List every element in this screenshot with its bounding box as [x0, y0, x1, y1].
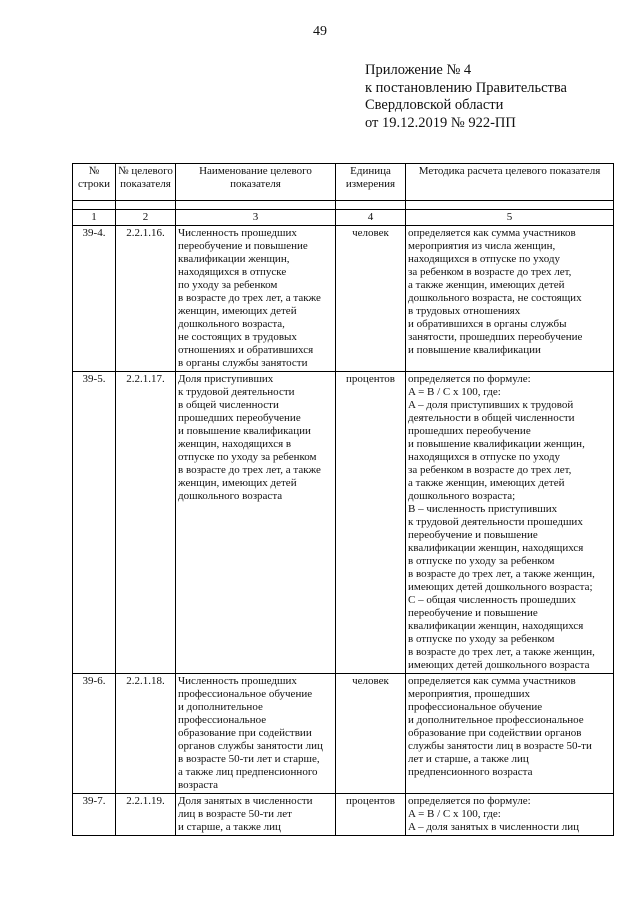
indicators-table [72, 163, 614, 836]
method-line: занятости, прошедших переобучение [408, 331, 583, 343]
indicator-name-line: Доля занятых в численности [178, 795, 313, 807]
indicator-name-line: а также лиц предпенсионного [178, 766, 318, 778]
column-number: 4 [336, 210, 406, 226]
method-line: A = B / C x 100, где: [408, 808, 501, 820]
method-line: за ребенком в возрасте до трех лет, [408, 266, 572, 278]
method-line: C – общая численность прошедших [408, 594, 576, 606]
indicator-name-line: отношениях и обратившихся [178, 344, 314, 356]
indicator-code-cell: 2.2.1.16. [116, 226, 176, 372]
method-line: в отпуске по уходу за ребенком [408, 555, 555, 567]
indicator-name-line: женщин, находящихся в [178, 438, 292, 450]
method-line: A = B / C x 100, где: [408, 386, 501, 398]
method-line: и повышение квалификации [408, 344, 541, 356]
gap-cell [73, 201, 116, 210]
method-line: а также женщин, имеющих детей [408, 477, 565, 489]
method-line: в возрасте до трех лет, а также женщин, [408, 568, 595, 580]
appendix-line: от 19.12.2019 № 922-ПП [365, 114, 516, 131]
method-line: и обратившихся в органы службы [408, 318, 567, 330]
column-header [176, 164, 336, 201]
indicator-name-cell [176, 372, 336, 674]
indicators-table-body [73, 164, 614, 836]
method-cell [406, 372, 614, 674]
indicator-name-line: Доля приступивших [178, 373, 274, 385]
column-header-line: показателя [120, 178, 171, 190]
unit-cell: процентов [336, 794, 406, 836]
method-line: службы занятости лиц в возрасте 50-ти [408, 740, 592, 752]
indicator-name-line: квалификации женщин, [178, 253, 290, 265]
indicator-name-line: Численность прошедших [178, 675, 297, 687]
method-line: деятельности в общей численности [408, 412, 575, 424]
method-line: квалификации женщин, находящихся [408, 542, 584, 554]
indicator-name-line: по уходу за ребенком [178, 279, 278, 291]
method-line: определяется по формуле: [408, 373, 531, 385]
column-header [336, 164, 406, 201]
indicator-name-line: в органы службы занятости [178, 357, 308, 369]
method-line: переобучение и повышение [408, 607, 538, 619]
indicator-name-line: дошкольного возраста [178, 490, 283, 502]
row-number-cell: 39-5. [73, 372, 116, 674]
appendix-header [365, 62, 567, 132]
column-header-line: Методика расчета целевого показателя [418, 165, 601, 177]
column-header [116, 164, 176, 201]
method-cell [406, 674, 614, 794]
method-line: за ребенком в возрасте до трех лет, [408, 464, 572, 476]
appendix-line: Приложение № 4 [365, 62, 472, 78]
indicator-name-line: женщин, имеющих детей [178, 477, 297, 489]
column-header [73, 164, 116, 201]
indicator-name-cell [176, 226, 336, 372]
indicator-name-line: профессиональное [178, 714, 267, 726]
column-number: 1 [73, 210, 116, 226]
gap-cell [336, 201, 406, 210]
method-line: находящихся в отпуске по уходу [408, 253, 560, 265]
unit-cell: человек [336, 674, 406, 794]
page-number: 49 [313, 24, 327, 39]
method-line: A – доля занятых в численности лиц [408, 821, 579, 833]
indicator-name-line: к трудовой деятельности [178, 386, 295, 398]
column-number-row [73, 210, 614, 226]
row-number-cell: 39-7. [73, 794, 116, 836]
gap-cell [176, 201, 336, 210]
method-line: и дополнительное профессиональное [408, 714, 584, 726]
indicator-name-line: и старше, а также лиц [178, 821, 281, 833]
method-line: B – численность приступивших [408, 503, 558, 515]
method-line: A – доля приступивших к трудовой [408, 399, 574, 411]
row-number-cell: 39-4. [73, 226, 116, 372]
indicator-name-line: и дополнительное [178, 701, 263, 713]
appendix-line: к постановлению Правительства [365, 79, 567, 96]
column-number: 5 [406, 210, 614, 226]
gap-cell [406, 201, 614, 210]
table-row [73, 226, 614, 372]
method-line: определяется как сумма участников [408, 227, 576, 239]
indicator-name-line: в возрасте 50-ти лет и старше, [178, 753, 320, 765]
row-number-cell: 39-6. [73, 674, 116, 794]
indicator-name-cell [176, 794, 336, 836]
indicator-name-cell [176, 674, 336, 794]
indicator-name-line: отпуске по уходу за ребенком [178, 451, 317, 463]
table-gap-row [73, 201, 614, 210]
method-line: а также женщин, имеющих детей [408, 279, 565, 291]
indicator-name-line: профессиональное обучение [178, 688, 313, 700]
indicator-name-line: находящихся в отпуске [178, 266, 287, 278]
column-header-line: Единица [350, 165, 391, 177]
method-line: дошкольного возраста; [408, 490, 516, 502]
method-cell [406, 794, 614, 836]
indicator-name-line: образование при содействии [178, 727, 312, 739]
table-row [73, 794, 614, 836]
column-header-line: строки [77, 178, 111, 190]
method-line: имеющих детей дошкольного возраста [408, 659, 590, 671]
method-line: мероприятия из числа женщин, [408, 240, 556, 252]
indicator-name-line: Численность прошедших [178, 227, 297, 239]
column-header [406, 164, 614, 201]
method-line: к трудовой деятельности прошедших [408, 516, 583, 528]
method-line: и повышение квалификации женщин, [408, 438, 585, 450]
table-row [73, 674, 614, 794]
method-line: мероприятия, прошедших [408, 688, 530, 700]
indicator-code-cell: 2.2.1.17. [116, 372, 176, 674]
method-line: определяется как сумма участников [408, 675, 576, 687]
method-line: образование при содействии органов [408, 727, 582, 739]
method-line: прошедших переобучение [408, 425, 531, 437]
indicator-name-line: и повышение квалификации [178, 425, 311, 437]
indicator-name-line: в общей численности [178, 399, 279, 411]
column-number: 2 [116, 210, 176, 226]
column-header-line: № [88, 165, 100, 177]
unit-cell: процентов [336, 372, 406, 674]
indicator-name-line: переобучение и повышение [178, 240, 308, 252]
method-line: находящихся в отпуске по уходу [408, 451, 560, 463]
indicator-name-line: возраста [178, 779, 219, 791]
column-header-line: показателя [230, 178, 281, 190]
method-line: дошкольного возраста, не состоящих [408, 292, 582, 304]
table-header-row [73, 164, 614, 201]
method-line: предпенсионного возраста [408, 766, 533, 778]
method-line: в возрасте до трех лет, а также женщин, [408, 646, 595, 658]
indicator-name-line: в возрасте до трех лет, а также [178, 464, 321, 476]
method-line: определяется по формуле: [408, 795, 531, 807]
method-line: лет и старше, а также лиц [408, 753, 529, 765]
appendix-line: Свердловской области [365, 97, 504, 113]
column-header-line: № целевого [118, 165, 173, 177]
indicator-name-line: не состоящих в трудовых [178, 331, 297, 343]
gap-cell [116, 201, 176, 210]
unit-cell: человек [336, 226, 406, 372]
method-line: квалификации женщин, находящихся [408, 620, 584, 632]
method-line: в отпуске по уходу за ребенком [408, 633, 555, 645]
column-number: 3 [176, 210, 336, 226]
indicator-name-line: в возрасте до трех лет, а также [178, 292, 321, 304]
indicator-code-cell: 2.2.1.18. [116, 674, 176, 794]
indicator-name-line: женщин, имеющих детей [178, 305, 297, 317]
table-row [73, 372, 614, 674]
indicator-name-line: дошкольного возраста, [178, 318, 285, 330]
method-line: переобучение и повышение [408, 529, 538, 541]
method-line: профессиональное обучение [408, 701, 543, 713]
indicator-code-cell: 2.2.1.19. [116, 794, 176, 836]
column-header-line: измерения [345, 178, 396, 190]
column-header-line: Наименование целевого [199, 165, 312, 177]
indicator-name-line: прошедших переобучение [178, 412, 301, 424]
method-line: имеющих детей дошкольного возраста; [408, 581, 593, 593]
method-cell [406, 226, 614, 372]
method-line: в трудовых отношениях [408, 305, 521, 317]
indicator-name-line: лиц в возрасте 50-ти лет [178, 808, 292, 820]
indicator-name-line: органов службы занятости лиц [178, 740, 323, 752]
